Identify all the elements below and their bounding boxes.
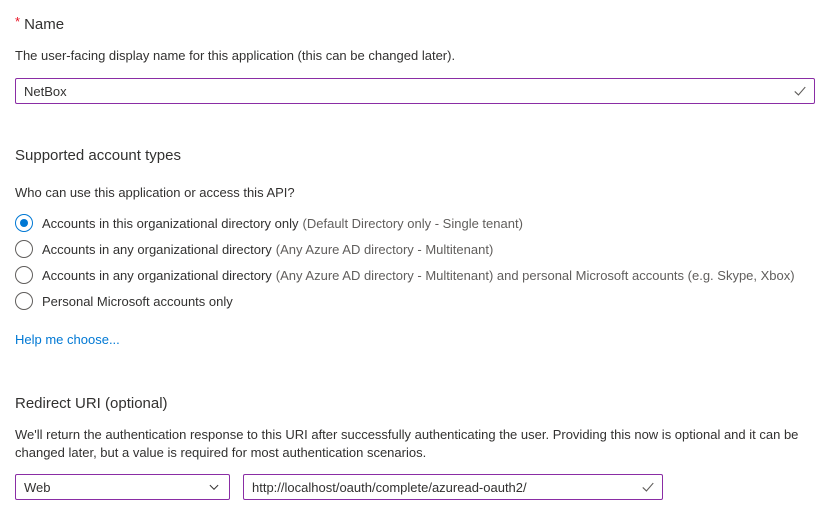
radio-option-multitenant-personal[interactable]	[15, 262, 815, 288]
platform-select-value: Web	[24, 479, 51, 495]
redirect-uri-input[interactable]	[243, 474, 663, 500]
account-types-question: Who can use this application or access this API?	[15, 185, 295, 200]
name-input[interactable]	[15, 78, 815, 104]
redirect-uri-input-wrap	[243, 474, 663, 500]
radio-option-label: Accounts in this organizational directory only	[42, 215, 299, 231]
redirect-uri-title: Redirect URI (optional)	[15, 395, 168, 412]
radio-option-multitenant[interactable]	[15, 236, 815, 262]
radio-button-icon[interactable]	[15, 214, 33, 232]
radio-option-label: Accounts in any organizational directory	[42, 241, 272, 257]
radio-option-detail: (Any Azure AD directory - Multitenant)	[275, 241, 494, 257]
chevron-down-icon	[208, 481, 220, 493]
name-description: The user-facing display name for this application (this can be changed later).	[15, 48, 456, 63]
account-types-title: Supported account types	[15, 147, 181, 164]
radio-button-icon[interactable]	[15, 292, 33, 310]
help-me-choose-link[interactable]: Help me choose...	[15, 332, 120, 347]
radio-button-icon[interactable]	[15, 266, 33, 284]
radio-option-label: Personal Microsoft accounts only	[42, 293, 233, 309]
radio-option-detail: (Any Azure AD directory - Multitenant) and personal Microsoft accounts (e.g. Skype, Xbox)	[275, 267, 795, 283]
radio-option-label: Accounts in any organizational directory	[42, 267, 272, 283]
radio-button-icon[interactable]	[15, 240, 33, 258]
radio-option-detail: (Default Directory only - Single tenant)	[302, 215, 523, 231]
name-section-title	[15, 12, 815, 35]
radio-option-personal-only[interactable]	[15, 288, 815, 314]
redirect-uri-description: We'll return the authentication response to this URI after successfully authenticating the user. Providing this now is optional and it can be changed later, but a value is required for most authentication scenarios.	[15, 427, 799, 460]
radio-option-single-tenant[interactable]	[15, 210, 815, 236]
required-asterisk: *	[15, 14, 21, 29]
platform-select[interactable]	[15, 474, 230, 500]
redirect-uri-row	[15, 474, 815, 500]
name-input-wrap	[15, 78, 815, 104]
account-type-radio-group	[15, 210, 815, 314]
name-title-text: Name	[24, 16, 65, 33]
